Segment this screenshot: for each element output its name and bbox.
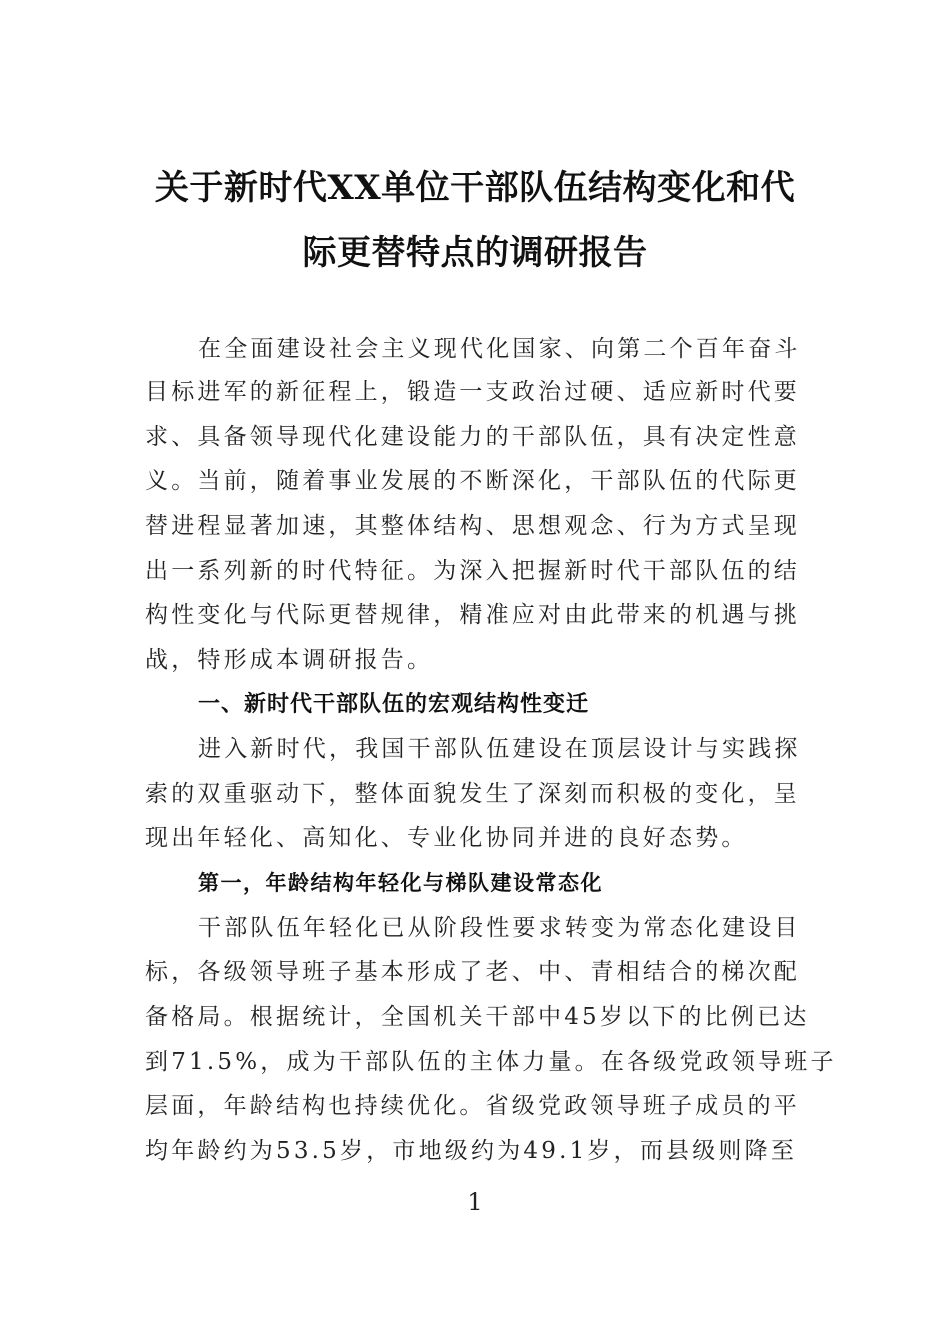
document-title-line-2: 际更替特点的调研报告 [302,233,648,273]
intro-paragraph-line: 战，特形成本调研报告。 [145,647,434,673]
subsection-paragraph-line: 标，各级领导班子基本形成了老、中、青相结合的梯次配 [145,959,800,985]
intro-paragraph-line: 替进程显著加速，其整体结构、思想观念、行为方式呈现 [145,513,800,539]
section-heading: 一、新时代干部队伍的宏观结构性变迁 [198,692,590,717]
subsection-heading: 第一，年龄结构年轻化与梯队建设常态化 [198,871,603,895]
document-title-line-1: 关于新时代XX单位干部队伍结构变化和代 [154,168,796,208]
intro-paragraph-line: 义。当前，随着事业发展的不断深化，干部队伍的代际更 [145,468,800,494]
intro-paragraph-line: 构性变化与代际更替规律，精准应对由此带来的机遇与挑 [145,602,800,628]
section-paragraph-line: 现出年轻化、高知化、专业化协同并进的良好态势。 [145,825,748,851]
page-number: 1 [467,1188,483,1216]
intro-paragraph-line: 目标进军的新征程上，锻造一支政治过硬、适应新时代要 [145,379,800,405]
intro-paragraph-line: 求、具备领导现代化建设能力的干部队伍，具有决定性意 [145,424,800,450]
section-paragraph-line: 索的双重驱动下，整体面貌发生了深刻而积极的变化，呈 [145,781,800,807]
section-paragraph-line: 进入新时代，我国干部队伍建设在顶层设计与实践探 [198,736,801,762]
subsection-paragraph-line: 均年龄约为53.5岁，市地级约为49.1岁，而县级则降至 [145,1138,798,1164]
subsection-paragraph-line: 备格局。根据统计，全国机关干部中45岁以下的比例已达 [145,1004,810,1030]
subsection-paragraph-line: 到71.5%，成为干部队伍的主体力量。在各级党政领导班子 [145,1049,837,1075]
intro-paragraph-line: 在全面建设社会主义现代化国家、向第二个百年奋斗 [198,336,801,362]
subsection-paragraph-line: 层面，年龄结构也持续优化。省级党政领导班子成员的平 [145,1093,800,1119]
intro-paragraph-line: 出一系列新的时代特征。为深入把握新时代干部队伍的结 [145,558,800,584]
subsection-paragraph-line: 干部队伍年轻化已从阶段性要求转变为常态化建设目 [198,915,801,941]
